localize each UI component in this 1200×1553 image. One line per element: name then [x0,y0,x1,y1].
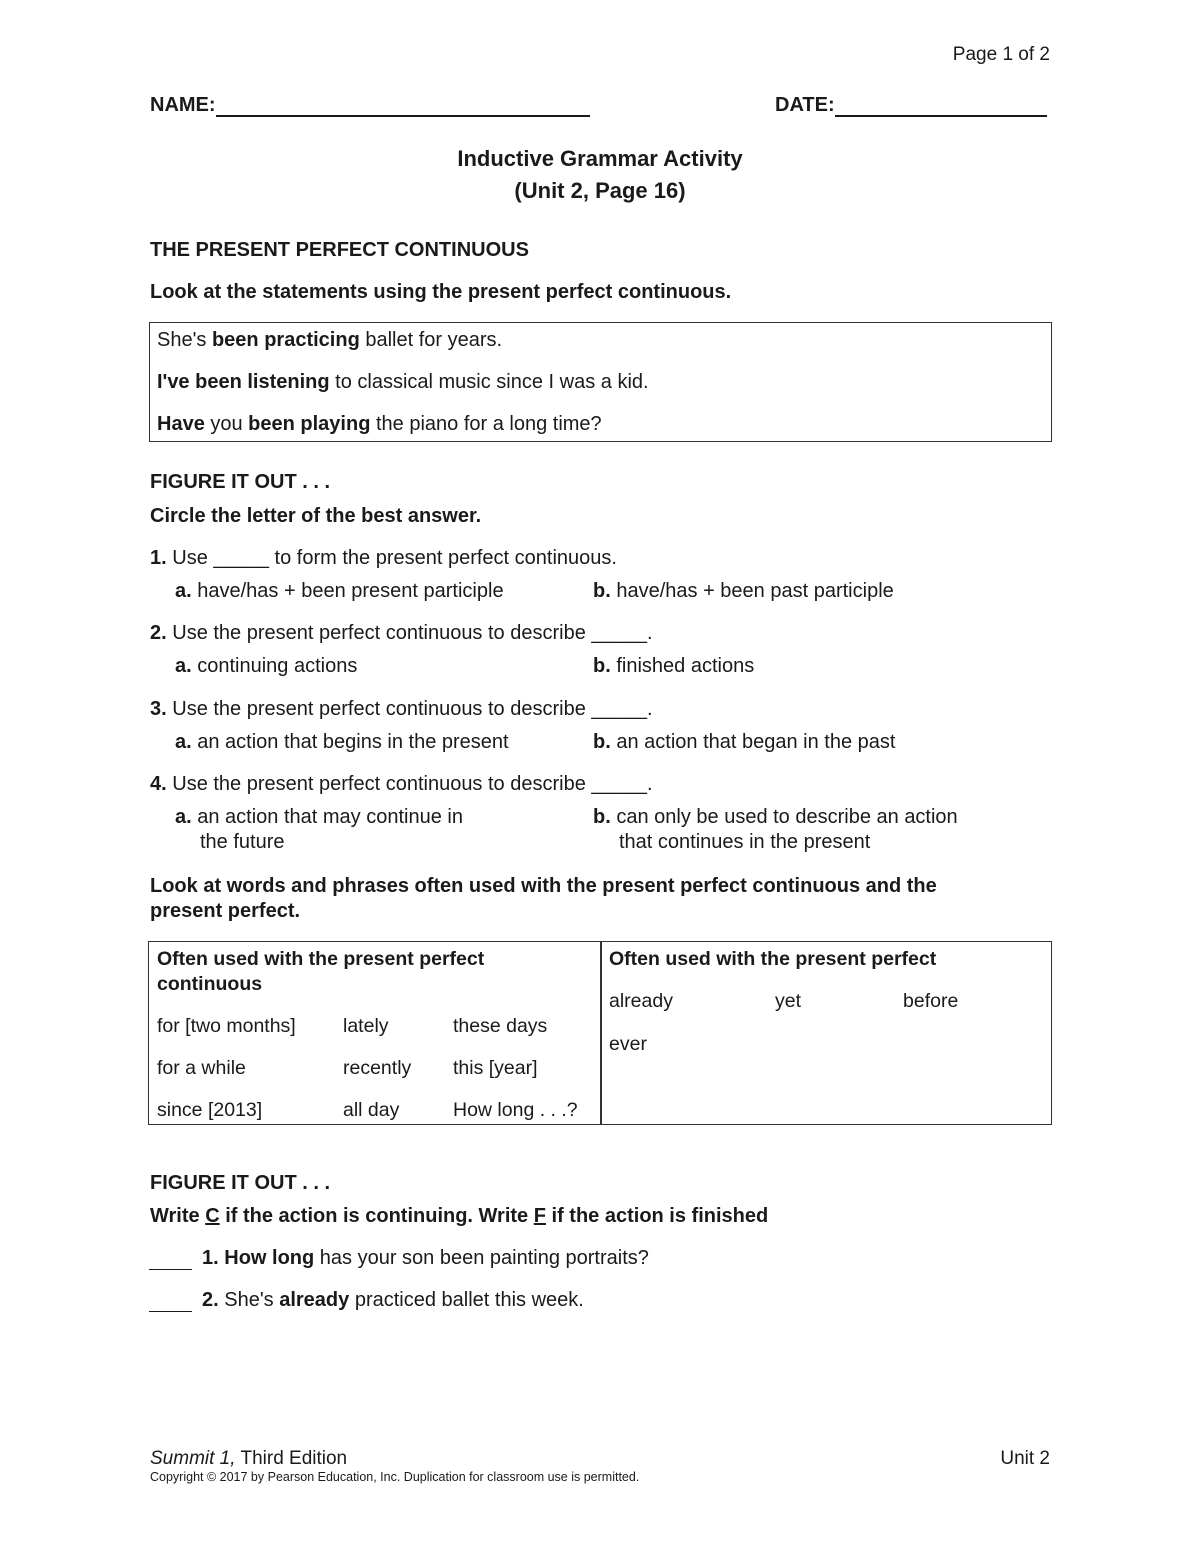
date-blank [835,95,1047,117]
words-instruction-line2: present perfect. [150,900,301,922]
figure-instruction-2: Write C if the action is continuing. Write F if the action is finished [150,1205,769,1227]
page-number: Page 1 of 2 [952,44,1050,65]
table-cell: yet [775,990,802,1012]
example-sentence-1: She's been practicing ballet for years. [157,329,503,351]
question-4-option-a-cont: the future [200,831,285,853]
table-cell: How long . . .? [453,1099,578,1121]
figure-heading-1: FIGURE IT OUT . . . [150,471,330,493]
question-4-option-b: b. can only be used to describe an action [593,806,958,828]
table-cell: recently [343,1057,412,1079]
exercise-item-2: 2. She's already practiced ballet this week. [149,1289,584,1312]
table-cell: before [903,990,959,1012]
table-cell: for [two months] [157,1015,296,1037]
section-heading: THE PRESENT PERFECT CONTINUOUS [150,239,529,261]
question-3-option-a: a. an action that begins in the present [175,731,509,753]
name-field [150,94,590,117]
table-cell: since [2013] [157,1099,263,1121]
figure-heading-2: FIGURE IT OUT . . . [150,1172,330,1194]
question-2-option-b: b. finished actions [593,655,755,677]
question-3: 3. Use the present perfect continuous to describe _____. [150,698,653,720]
table-cell: for a while [157,1057,246,1079]
table-cell: lately [343,1015,389,1037]
section-instruction: Look at the statements using the present perfect continuous. [150,281,732,303]
date-field [775,94,1047,117]
date-label: DATE: [775,94,835,116]
page-title: Inductive Grammar Activity [457,146,743,171]
page-subtitle: (Unit 2, Page 16) [514,178,686,203]
left-column-header: Often used with the present perfect [157,948,485,970]
question-1: 1. Use _____ to form the present perfect continuous. [150,547,617,569]
table-cell: ever [609,1033,647,1055]
question-2-option-a: a. continuing actions [175,655,358,677]
table-cell: this [year] [453,1057,538,1079]
question-1-option-a: a. have/has + been present participle [175,580,504,602]
figure-instruction-1: Circle the letter of the best answer. [150,505,482,527]
footer-book: Summit 1, Third Edition [150,1448,348,1469]
footer-copyright: Copyright © 2017 by Pearson Education, Inc. Duplication for classroom use is permitted. [150,1470,640,1484]
question-4: 4. Use the present perfect continuous to describe _____. [150,773,653,795]
question-2: 2. Use the present perfect continuous to describe _____. [150,622,653,644]
question-1-option-b: b. have/has + been past participle [593,580,894,602]
table-divider [600,941,602,1125]
example-sentence-3: Have you been playing the piano for a long time? [157,413,602,435]
name-label: NAME: [150,94,216,116]
question-4-option-a: a. an action that may continue in [175,806,463,828]
answer-blank [149,1251,192,1270]
table-cell: already [609,990,673,1012]
left-column-header-cont: continuous [157,973,263,995]
table-cell: these days [453,1015,548,1037]
question-3-option-b: b. an action that began in the past [593,731,896,753]
answer-blank [149,1293,192,1312]
question-4-option-b-cont: that continues in the present [619,831,871,853]
example-sentence-2: I've been listening to classical music since I was a kid. [157,371,649,393]
footer-unit: Unit 2 [1000,1448,1050,1469]
words-instruction-line1: Look at words and phrases often used with the present perfect continuous and the [150,875,937,897]
name-blank [216,95,590,117]
right-column-header: Often used with the present perfect [609,948,937,970]
exercise-item-1: 1. How long has your son been painting portraits? [149,1247,649,1270]
table-cell: all day [343,1099,400,1121]
